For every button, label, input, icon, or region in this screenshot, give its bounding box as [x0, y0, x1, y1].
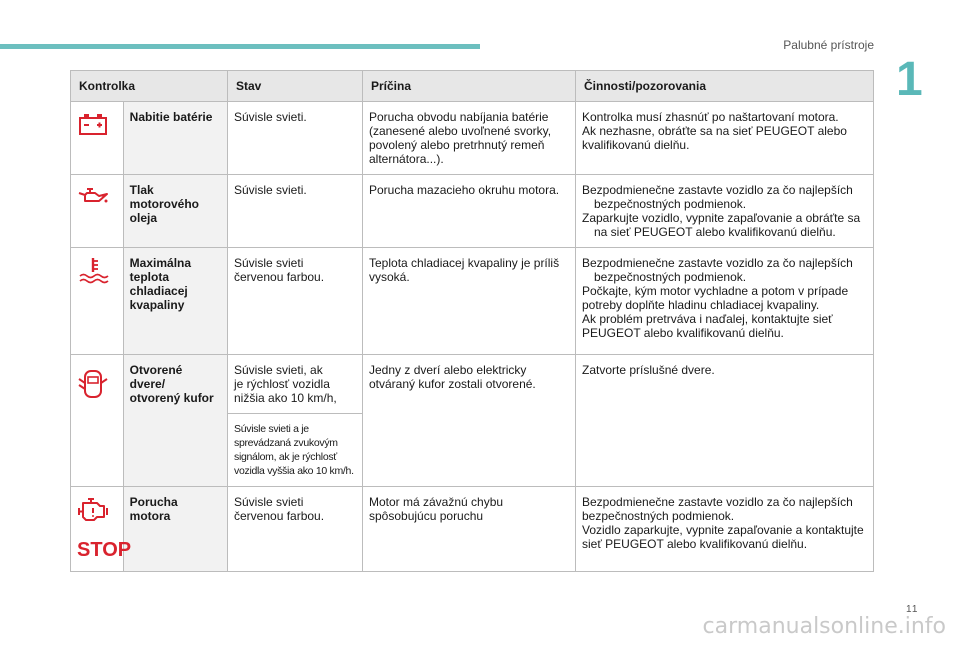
cause-line: Teplota chladiacej kvapaliny je príliš — [369, 256, 560, 270]
state-line: nižšia ako 10 km/h, — [234, 391, 337, 405]
battery-icon — [77, 110, 109, 138]
column-header-cinnosti: Činnosti/pozorovania — [576, 71, 874, 102]
action-line: sieť PEUGEOT alebo kvalifikovanú dielňu. — [582, 537, 808, 551]
state-line: Súvisle svieti, ak — [234, 363, 323, 377]
state-line: Súvisle svieti. — [234, 183, 307, 197]
cause-cell — [363, 102, 576, 175]
warning-name-line: chladiacej — [129, 284, 188, 298]
warning-name — [123, 248, 227, 355]
state-line: červenou farbou. — [234, 509, 325, 523]
cause-line: vysoká. — [369, 270, 410, 284]
oil-can-icon — [77, 183, 109, 211]
state-line: Súvisle svieti — [234, 256, 304, 270]
cause-cell — [363, 355, 576, 487]
warning-name-line: Maximálna — [129, 256, 192, 270]
state-line: červenou farbou. — [234, 270, 325, 284]
cause-line: povolený alebo pretrhnutý remeň — [369, 138, 545, 152]
action-cell — [576, 487, 874, 572]
warning-lights-table — [70, 70, 874, 572]
state-line: je rýchlosť vozidla — [234, 377, 330, 391]
action-cell — [576, 102, 874, 175]
icon-cell — [71, 175, 124, 248]
warning-name-line: Tlak — [129, 183, 154, 197]
cause-line: Porucha obvodu nabíjania batérie — [369, 110, 549, 124]
state-cell-secondary — [228, 414, 363, 487]
warning-name-line: Nabitie batérie — [129, 110, 213, 124]
state-line: vozidla vyššia ako 10 km/h. — [234, 465, 354, 477]
warning-name-line: kvapaliny — [129, 298, 185, 312]
chapter-number-text: 1 — [896, 53, 923, 106]
action-line: Počkajte, kým motor vychladne a potom v prípade — [582, 284, 849, 298]
action-line: Ak problém pretrváva i naďalej, kontaktujte sieť — [582, 312, 833, 326]
warning-name-line: oleja — [129, 211, 158, 225]
state-line: Súvisle svieti a je — [234, 423, 309, 435]
cause-line: otváraný kufor zostali otvorené. — [369, 377, 536, 391]
icon-cell — [71, 355, 124, 487]
action-line: kvalifikovanú dielňu. — [582, 138, 690, 152]
state-cell — [228, 355, 363, 414]
cause-cell — [363, 175, 576, 248]
action-line: bezpečnostných podmienok. — [594, 270, 747, 284]
cause-cell — [363, 248, 576, 355]
action-cell — [576, 175, 874, 248]
stop-label: STOP — [77, 539, 132, 561]
open-door-icon — [77, 363, 109, 399]
state-line: Súvisle svieti — [234, 495, 304, 509]
action-line: PEUGEOT alebo kvalifikovanú dielňu. — [582, 326, 784, 340]
action-cell — [576, 355, 874, 487]
cause-line: alternátora...). — [369, 152, 444, 166]
state-line: Súvisle svieti. — [234, 110, 307, 124]
table-row — [71, 175, 874, 248]
action-line: Zatvorte príslušné dvere. — [582, 363, 715, 377]
cause-line: (zanesené alebo uvoľnené svorky, — [369, 124, 552, 138]
table-row — [71, 487, 874, 572]
column-header-stav: Stav — [228, 71, 363, 102]
warning-name-line: teplota — [129, 270, 170, 284]
action-line: na sieť PEUGEOT alebo kvalifikovanú dielňu. — [594, 225, 836, 239]
action-line: Ak nezhasne, obráťte sa na sieť PEUGEOT alebo — [582, 124, 847, 138]
header-accent-bar — [0, 44, 480, 49]
warning-name-line: Otvorené dvere/ — [129, 363, 183, 391]
cause-line: Porucha mazacieho okruhu motora. — [369, 183, 560, 197]
action-line: Zaparkujte vozidlo, vypnite zapaľovanie a obráťte sa — [582, 211, 861, 225]
action-line: Bezpodmienečne zastavte vozidlo za čo najlepších — [582, 183, 853, 197]
state-cell — [228, 487, 363, 572]
action-line: Bezpodmienečne zastavte vozidlo za čo najlepších — [582, 256, 853, 270]
state-cell — [228, 248, 363, 355]
action-line: potreby doplňte hladinu chladiacej kvapaliny. — [582, 298, 820, 312]
cause-cell — [363, 487, 576, 572]
coolant-temperature-icon — [77, 256, 109, 284]
table-row — [71, 248, 874, 355]
cause-line: spôsobujúcu poruchu — [369, 509, 484, 523]
state-cell — [228, 175, 363, 248]
icon-cell — [71, 102, 124, 175]
column-header-pricina: Príčina — [363, 71, 576, 102]
warning-name — [123, 175, 227, 248]
column-header-kontrolka: Kontrolka — [71, 71, 228, 102]
action-line: Vozidlo zaparkujte, vypnite zapaľovanie a kontaktujte — [582, 523, 864, 537]
state-line: signálom, ak je rýchlosť — [234, 451, 337, 463]
icon-cell — [71, 487, 132, 572]
page-number: 11 — [906, 604, 919, 615]
engine-fault-icon — [77, 495, 109, 523]
table-header-row — [71, 71, 874, 102]
section-title: Palubné prístroje — [783, 38, 874, 52]
warning-name-line: otvorený kufor — [129, 391, 214, 405]
action-cell — [576, 248, 874, 355]
watermark: carmanualsonline.info — [702, 614, 946, 639]
state-cell — [228, 102, 363, 175]
action-line: Bezpodmienečne zastavte vozidlo za čo najlepších — [582, 495, 853, 509]
table-row — [71, 102, 874, 175]
action-line: bezpečnostných podmienok. — [582, 509, 735, 523]
stop-icon — [77, 537, 132, 561]
table-row — [71, 355, 874, 414]
action-line: Kontrolka musí zhasnúť po naštartovaní motora. — [582, 110, 839, 124]
warning-name — [123, 355, 227, 487]
cause-line: Motor má závažnú chybu — [369, 495, 504, 509]
action-line: bezpečnostných podmienok. — [594, 197, 747, 211]
cause-line: Jedny z dverí alebo elektricky — [369, 363, 527, 377]
warning-name-line: Porucha motora — [129, 495, 178, 523]
warning-name — [123, 487, 227, 572]
chapter-number — [896, 53, 923, 106]
icon-cell — [71, 248, 124, 355]
state-line: sprevádzaná zvukovým — [234, 437, 338, 449]
warning-name-line: motorového — [129, 197, 200, 211]
warning-name — [123, 102, 227, 175]
